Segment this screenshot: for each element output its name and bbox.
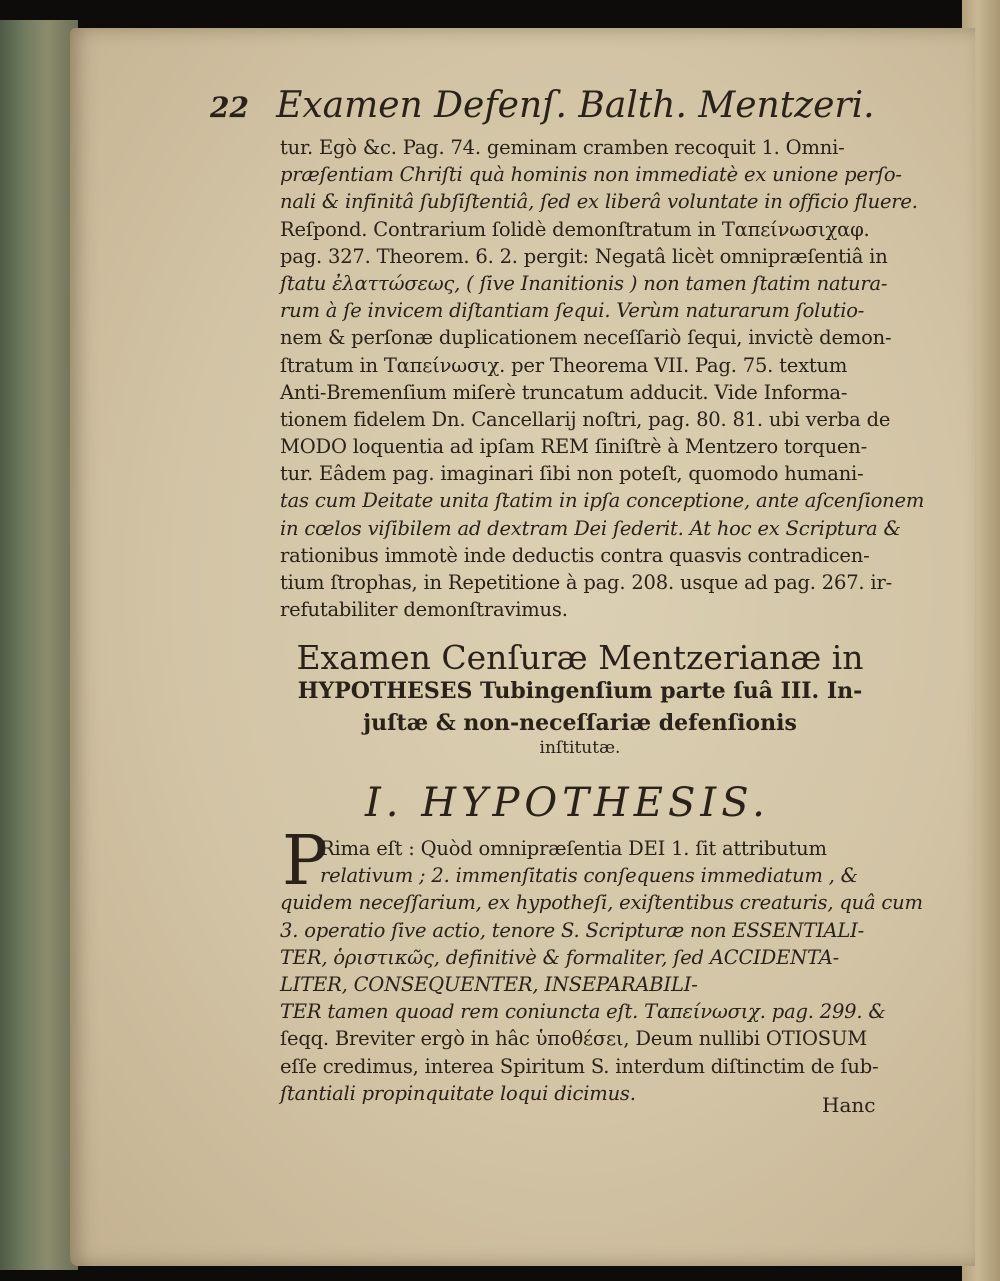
text-line: Anti-Bremenſium miſerè truncatum adducit. Vide Informa- bbox=[280, 380, 848, 404]
text-block-2 bbox=[280, 835, 923, 1107]
text-line: tionem fidelem Dn. Cancellarij noſtri, pag. 80. 81. ubi verba de bbox=[280, 407, 891, 431]
text-line: eſſe credimus, interea Spiritum S. interdum diſtinctim de ſub- bbox=[280, 1054, 879, 1078]
hypothesis-title: I. HYPOTHESIS. bbox=[365, 780, 770, 826]
text-line: tur. Egò &c. Pag. 74. geminam cramben recoquit 1. Omni- bbox=[280, 136, 845, 159]
text-line: nem & perſonæ duplicationem neceſſariò ſequi, invictè demon- bbox=[280, 326, 892, 350]
text-line: ſtantiali propinquitate loqui dicimus. bbox=[280, 1081, 636, 1105]
text-line: relativum ; 2. immenſitatis conſequens immediatum , & bbox=[320, 864, 858, 888]
text-line: nali & infinitâ ſubſiſtentiâ, ſed ex liberâ voluntate in officio fluere. bbox=[280, 190, 918, 214]
text-line: quidem neceſſarium, ex hypotheſi, exiſtentibus creaturis, quâ cum bbox=[280, 891, 923, 915]
text-line: tium ſtrophas, in Repetitione à pag. 208. usque ad pag. 267. ir- bbox=[280, 571, 892, 594]
text-line: ſeqq. Breviter ergò in hâc ὑποθέσει, Deum nullibi OTIOSUM bbox=[280, 1027, 867, 1051]
text-line: TER, ὁριστικῶς, definitivè & formaliter, ſed ACCIDENTA- bbox=[280, 945, 840, 969]
text-block-1 bbox=[280, 134, 925, 623]
text-line: MODO loquentia ad ipſam REM ſiniſtrè à Mentzero torquen- bbox=[280, 435, 868, 459]
text-line: tas cum Deitate unita ſtatim in ipſa conceptione, ante aſcenſionem bbox=[280, 489, 925, 513]
book-fore-edge bbox=[0, 20, 78, 1270]
drop-cap: P bbox=[282, 822, 328, 901]
text-line: ſtratum in Ταπείνωσιχ. per Theorema VII. Pag. 75. textum bbox=[280, 353, 848, 377]
text-line: præſentiam Chriſti quà hominis non immediatè ex unione perſo- bbox=[280, 163, 902, 187]
section-heading-line: HYPOTHESES Tubingenſium parte ſuâ III. In- bbox=[297, 678, 863, 704]
text-line: LITER, CONSEQUENTER, INSEPARABILI- bbox=[280, 972, 698, 996]
text-line: TER tamen quoad rem coniuncta eſt. Ταπείνωσιχ. pag. 299. & bbox=[280, 1000, 886, 1024]
text-line: rationibus immotè inde deductis contra quasvis contradicen- bbox=[280, 543, 870, 567]
running-title: Examen Defenſ. Balth. Mentzeri. bbox=[276, 85, 875, 126]
text-line: Rima eſt : Quòd omnipræſentia DEI 1. ſit attributum bbox=[320, 837, 827, 860]
text-line: refutabiliter demonſtravimus. bbox=[280, 598, 568, 622]
page-number: 22 bbox=[210, 91, 249, 124]
section-heading-line: juſtæ & non-neceſſariæ defenſionis bbox=[363, 710, 797, 736]
text-line: pag. 327. Theorem. 6. 2. pergit: Negatâ licèt omnipræſentiâ in bbox=[280, 244, 888, 268]
running-head bbox=[210, 85, 875, 135]
text-line: Reſpond. Contrarium ſolidè demonſtratum in Ταπείνωσιχαφ. bbox=[280, 217, 870, 241]
section-heading-line: inſtitutæ. bbox=[539, 738, 621, 758]
text-line: rum à ſe invicem diſtantiam ſequi. Verùm naturarum ſolutio- bbox=[280, 299, 865, 323]
text-line: in cœlos viſibilem ad dextram Dei ſederit. At hoc ex Scriptura & bbox=[280, 516, 901, 540]
section-heading: Examen Cenſuræ Mentzerianæ in bbox=[296, 638, 864, 677]
catchword: Hanc bbox=[822, 1093, 876, 1117]
text-line: 3. operatio ſive actio, tenore S. Scripturæ non ESSENTIALI- bbox=[280, 918, 865, 942]
text-line: tur. Eâdem pag. imaginari ſibi non poteſt, quomodo humani- bbox=[280, 462, 864, 486]
text-line: ſtatu ἐλαττώσεως, ( ſive Inanitionis ) non tamen ſtatim natura- bbox=[280, 271, 888, 295]
